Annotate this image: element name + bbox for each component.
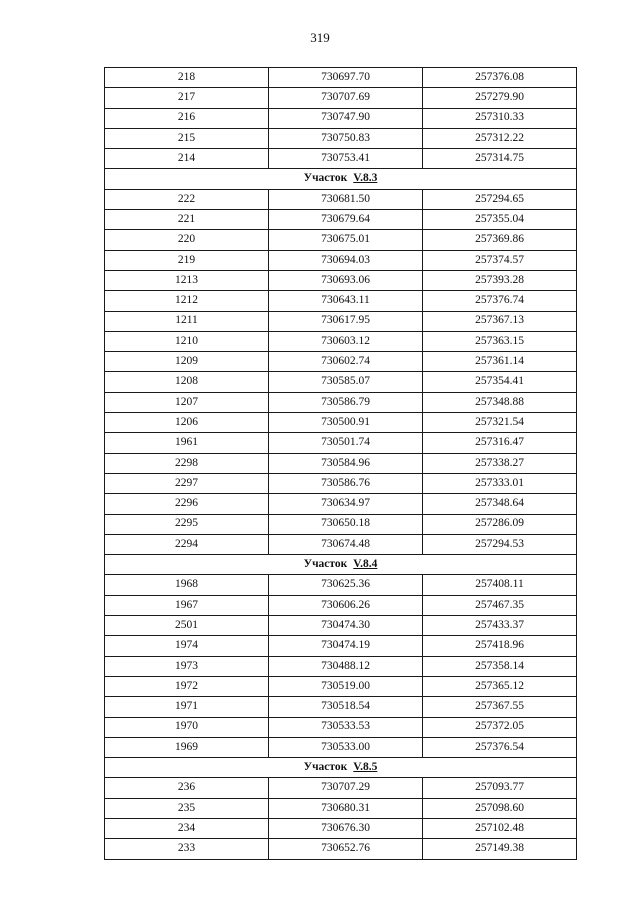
table-row bbox=[105, 189, 577, 209]
coordinates-table-body bbox=[105, 68, 577, 860]
y-coordinate-cell: 257367.13 bbox=[423, 311, 577, 331]
point-number-cell: 1211 bbox=[105, 311, 269, 331]
section-code: V.8.4 bbox=[353, 558, 378, 571]
y-coordinate-cell: 257374.57 bbox=[423, 250, 577, 270]
x-coordinate-cell: 730680.31 bbox=[269, 798, 423, 818]
point-number-cell: 1971 bbox=[105, 697, 269, 717]
point-number-cell: 1212 bbox=[105, 291, 269, 311]
table-row bbox=[105, 372, 577, 392]
point-number-cell: 219 bbox=[105, 250, 269, 270]
y-coordinate-cell: 257433.37 bbox=[423, 616, 577, 636]
section-header bbox=[105, 169, 577, 189]
point-number-cell: 1972 bbox=[105, 676, 269, 696]
section-title: Участок bbox=[303, 760, 348, 773]
y-coordinate-cell: 257355.04 bbox=[423, 210, 577, 230]
point-number-cell: 2298 bbox=[105, 453, 269, 473]
table-row bbox=[105, 331, 577, 351]
x-coordinate-cell: 730634.97 bbox=[269, 494, 423, 514]
x-coordinate-cell: 730707.69 bbox=[269, 88, 423, 108]
x-coordinate-cell: 730707.29 bbox=[269, 778, 423, 798]
section-header bbox=[105, 758, 577, 778]
table-row bbox=[105, 291, 577, 311]
table-row bbox=[105, 392, 577, 412]
table-row bbox=[105, 636, 577, 656]
point-number-cell: 220 bbox=[105, 230, 269, 250]
table-row bbox=[105, 230, 577, 250]
x-coordinate-cell: 730747.90 bbox=[269, 108, 423, 128]
point-number-cell: 1210 bbox=[105, 331, 269, 351]
table-row bbox=[105, 250, 577, 270]
y-coordinate-cell: 257369.86 bbox=[423, 230, 577, 250]
y-coordinate-cell: 257294.53 bbox=[423, 534, 577, 554]
table-row bbox=[105, 473, 577, 493]
table-row bbox=[105, 534, 577, 554]
x-coordinate-cell: 730602.74 bbox=[269, 352, 423, 372]
y-coordinate-cell: 257286.09 bbox=[423, 514, 577, 534]
point-number-cell: 222 bbox=[105, 189, 269, 209]
table-row bbox=[105, 88, 577, 108]
point-number-cell: 1206 bbox=[105, 413, 269, 433]
x-coordinate-cell: 730533.53 bbox=[269, 717, 423, 737]
table-row bbox=[105, 352, 577, 372]
table-row bbox=[105, 798, 577, 818]
point-number-cell: 236 bbox=[105, 778, 269, 798]
table-row bbox=[105, 778, 577, 798]
point-number-cell: 218 bbox=[105, 68, 269, 88]
table-row bbox=[105, 575, 577, 595]
y-coordinate-cell: 257279.90 bbox=[423, 88, 577, 108]
point-number-cell: 1968 bbox=[105, 575, 269, 595]
table-row bbox=[105, 697, 577, 717]
y-coordinate-cell: 257310.33 bbox=[423, 108, 577, 128]
x-coordinate-cell: 730519.00 bbox=[269, 676, 423, 696]
x-coordinate-cell: 730676.30 bbox=[269, 818, 423, 838]
table-row bbox=[105, 210, 577, 230]
x-coordinate-cell: 730694.03 bbox=[269, 250, 423, 270]
section-title: Участок bbox=[303, 558, 348, 571]
x-coordinate-cell: 730584.96 bbox=[269, 453, 423, 473]
point-number-cell: 1974 bbox=[105, 636, 269, 656]
x-coordinate-cell: 730586.79 bbox=[269, 392, 423, 412]
table-row bbox=[105, 717, 577, 737]
y-coordinate-cell: 257467.35 bbox=[423, 595, 577, 615]
point-number-cell: 1207 bbox=[105, 392, 269, 412]
table-row bbox=[105, 311, 577, 331]
point-number-cell: 1213 bbox=[105, 270, 269, 290]
y-coordinate-cell: 257314.75 bbox=[423, 149, 577, 169]
point-number-cell: 2296 bbox=[105, 494, 269, 514]
point-number-cell: 216 bbox=[105, 108, 269, 128]
table-row bbox=[105, 839, 577, 859]
point-number-cell: 1970 bbox=[105, 717, 269, 737]
table-row bbox=[105, 514, 577, 534]
x-coordinate-cell: 730650.18 bbox=[269, 514, 423, 534]
table-row bbox=[105, 149, 577, 169]
point-number-cell: 1967 bbox=[105, 595, 269, 615]
y-coordinate-cell: 257363.15 bbox=[423, 331, 577, 351]
x-coordinate-cell: 730500.91 bbox=[269, 413, 423, 433]
section-header-row bbox=[105, 555, 577, 575]
section-header-row bbox=[105, 758, 577, 778]
x-coordinate-cell: 730603.12 bbox=[269, 331, 423, 351]
y-coordinate-cell: 257102.48 bbox=[423, 818, 577, 838]
table-row bbox=[105, 413, 577, 433]
point-number-cell: 215 bbox=[105, 128, 269, 148]
table-row bbox=[105, 616, 577, 636]
point-number-cell: 234 bbox=[105, 818, 269, 838]
point-number-cell: 1961 bbox=[105, 433, 269, 453]
point-number-cell: 1208 bbox=[105, 372, 269, 392]
y-coordinate-cell: 257093.77 bbox=[423, 778, 577, 798]
x-coordinate-cell: 730697.70 bbox=[269, 68, 423, 88]
x-coordinate-cell: 730681.50 bbox=[269, 189, 423, 209]
point-number-cell: 1209 bbox=[105, 352, 269, 372]
coordinates-table bbox=[104, 67, 577, 860]
section-header-row bbox=[105, 169, 577, 189]
y-coordinate-cell: 257376.74 bbox=[423, 291, 577, 311]
section-header bbox=[105, 555, 577, 575]
y-coordinate-cell: 257361.14 bbox=[423, 352, 577, 372]
x-coordinate-cell: 730693.06 bbox=[269, 270, 423, 290]
table-row bbox=[105, 128, 577, 148]
table-row bbox=[105, 68, 577, 88]
y-coordinate-cell: 257358.14 bbox=[423, 656, 577, 676]
point-number-cell: 235 bbox=[105, 798, 269, 818]
x-coordinate-cell: 730652.76 bbox=[269, 839, 423, 859]
x-coordinate-cell: 730488.12 bbox=[269, 656, 423, 676]
x-coordinate-cell: 730617.95 bbox=[269, 311, 423, 331]
y-coordinate-cell: 257312.22 bbox=[423, 128, 577, 148]
point-number-cell: 2297 bbox=[105, 473, 269, 493]
table-row bbox=[105, 737, 577, 757]
x-coordinate-cell: 730586.76 bbox=[269, 473, 423, 493]
y-coordinate-cell: 257354.41 bbox=[423, 372, 577, 392]
table-row bbox=[105, 270, 577, 290]
x-coordinate-cell: 730474.30 bbox=[269, 616, 423, 636]
y-coordinate-cell: 257149.38 bbox=[423, 839, 577, 859]
x-coordinate-cell: 730675.01 bbox=[269, 230, 423, 250]
section-title: Участок bbox=[303, 172, 348, 185]
x-coordinate-cell: 730643.11 bbox=[269, 291, 423, 311]
section-code: V.8.5 bbox=[353, 760, 378, 773]
point-number-cell: 214 bbox=[105, 149, 269, 169]
page-number: 319 bbox=[310, 30, 330, 45]
point-number-cell: 221 bbox=[105, 210, 269, 230]
y-coordinate-cell: 257321.54 bbox=[423, 413, 577, 433]
y-coordinate-cell: 257367.55 bbox=[423, 697, 577, 717]
y-coordinate-cell: 257408.11 bbox=[423, 575, 577, 595]
y-coordinate-cell: 257333.01 bbox=[423, 473, 577, 493]
y-coordinate-cell: 257348.88 bbox=[423, 392, 577, 412]
y-coordinate-cell: 257376.54 bbox=[423, 737, 577, 757]
x-coordinate-cell: 730518.54 bbox=[269, 697, 423, 717]
x-coordinate-cell: 730753.41 bbox=[269, 149, 423, 169]
y-coordinate-cell: 257294.65 bbox=[423, 189, 577, 209]
table-row bbox=[105, 595, 577, 615]
table-row bbox=[105, 108, 577, 128]
y-coordinate-cell: 257098.60 bbox=[423, 798, 577, 818]
table-row bbox=[105, 433, 577, 453]
point-number-cell: 217 bbox=[105, 88, 269, 108]
point-number-cell: 2294 bbox=[105, 534, 269, 554]
x-coordinate-cell: 730625.36 bbox=[269, 575, 423, 595]
y-coordinate-cell: 257393.28 bbox=[423, 270, 577, 290]
point-number-cell: 2501 bbox=[105, 616, 269, 636]
table-row bbox=[105, 656, 577, 676]
section-code: V.8.3 bbox=[353, 172, 378, 185]
y-coordinate-cell: 257348.64 bbox=[423, 494, 577, 514]
point-number-cell: 1973 bbox=[105, 656, 269, 676]
table-row bbox=[105, 818, 577, 838]
x-coordinate-cell: 730674.48 bbox=[269, 534, 423, 554]
point-number-cell: 233 bbox=[105, 839, 269, 859]
x-coordinate-cell: 730585.07 bbox=[269, 372, 423, 392]
point-number-cell: 1969 bbox=[105, 737, 269, 757]
point-number-cell: 2295 bbox=[105, 514, 269, 534]
table-row bbox=[105, 494, 577, 514]
y-coordinate-cell: 257365.12 bbox=[423, 676, 577, 696]
table-row bbox=[105, 453, 577, 473]
x-coordinate-cell: 730606.26 bbox=[269, 595, 423, 615]
x-coordinate-cell: 730679.64 bbox=[269, 210, 423, 230]
x-coordinate-cell: 730533.00 bbox=[269, 737, 423, 757]
y-coordinate-cell: 257338.27 bbox=[423, 453, 577, 473]
table-row bbox=[105, 676, 577, 696]
x-coordinate-cell: 730501.74 bbox=[269, 433, 423, 453]
y-coordinate-cell: 257418.96 bbox=[423, 636, 577, 656]
y-coordinate-cell: 257372.05 bbox=[423, 717, 577, 737]
x-coordinate-cell: 730750.83 bbox=[269, 128, 423, 148]
y-coordinate-cell: 257376.08 bbox=[423, 68, 577, 88]
y-coordinate-cell: 257316.47 bbox=[423, 433, 577, 453]
x-coordinate-cell: 730474.19 bbox=[269, 636, 423, 656]
